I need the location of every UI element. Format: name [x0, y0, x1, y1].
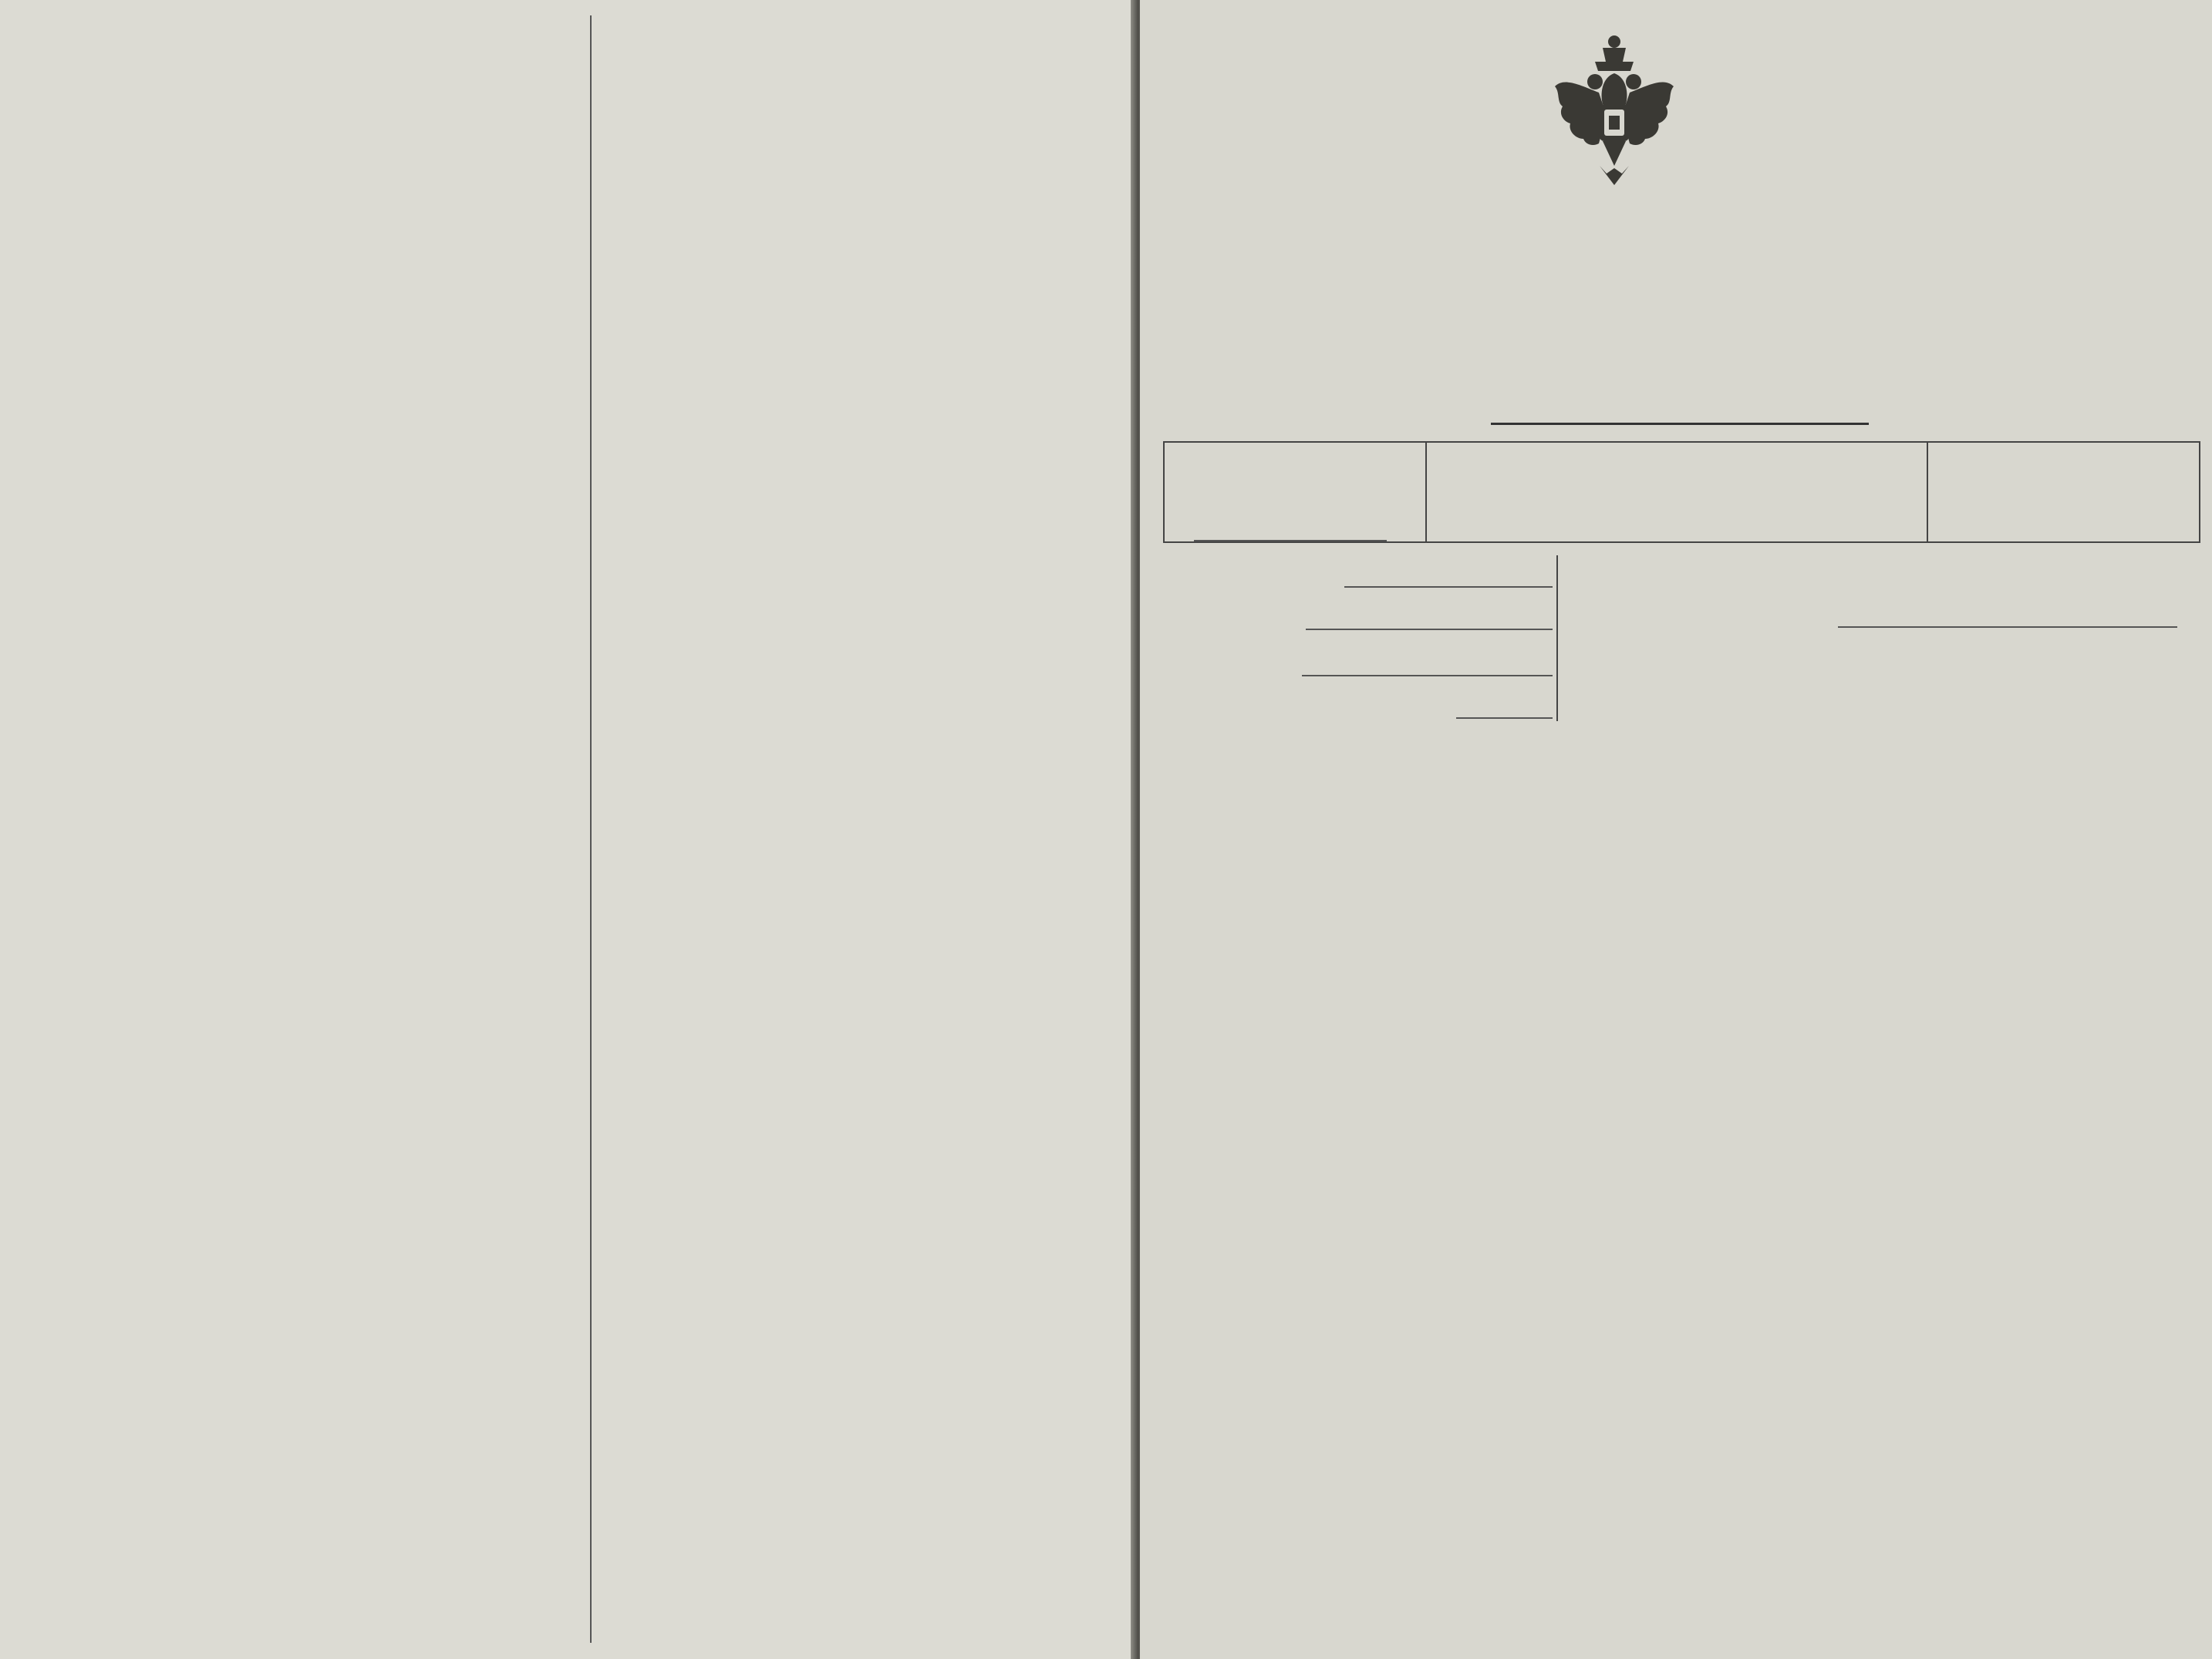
right-page — [1140, 0, 2212, 1659]
divider — [1491, 423, 1869, 425]
address-divider — [1556, 555, 1558, 721]
column-divider — [590, 15, 592, 1643]
header-divider — [1425, 441, 1427, 543]
instructions-column-1 — [85, 14, 578, 17]
underline — [1306, 629, 1553, 630]
header-top-rule — [1163, 441, 2200, 443]
header-bottom-rule — [1163, 541, 2200, 543]
header-divider — [1927, 441, 1928, 543]
underline — [1838, 626, 2177, 628]
underline — [1344, 586, 1553, 588]
imperial-eagle-icon — [1549, 31, 1680, 189]
header-left-rule — [1163, 441, 1165, 543]
header-right-rule — [2199, 441, 2200, 543]
underline — [1456, 717, 1553, 719]
underline — [1302, 675, 1553, 676]
underline — [1194, 540, 1387, 541]
instructions-column-2 — [605, 14, 1084, 20]
